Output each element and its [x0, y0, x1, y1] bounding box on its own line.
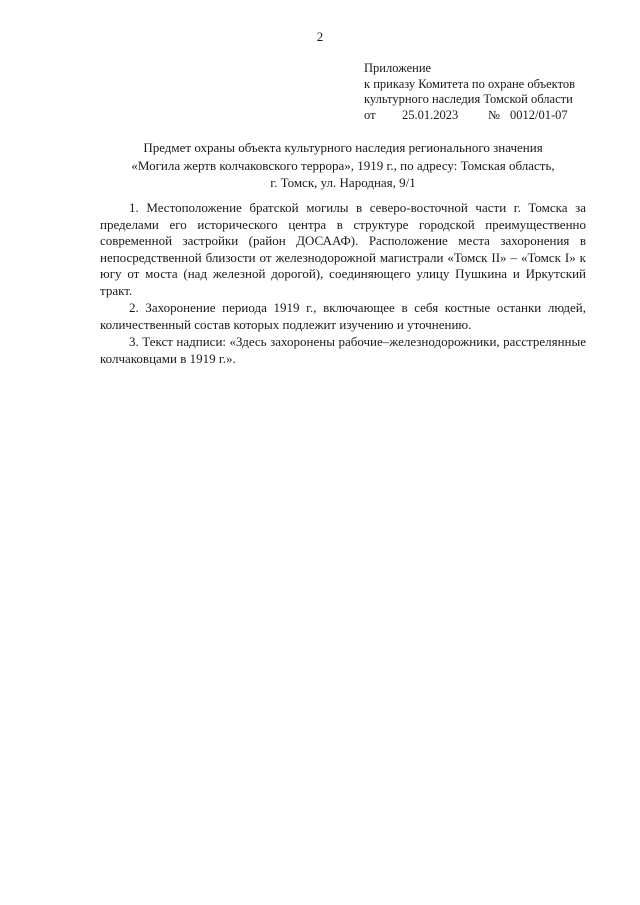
heading-line-2: «Могила жертв колчаковского террора», 1919 г., по адресу: Томская область, — [131, 157, 555, 173]
document-heading — [100, 139, 586, 192]
heading-line-3: г. Томск, ул. Народная, 9/1 — [270, 175, 416, 190]
appendix-committee-line: культурного наследия Томской области — [364, 92, 573, 106]
appendix-order-line: к приказу Комитета по охране объектов — [364, 76, 576, 91]
heading-line-1: Предмет охраны объекта культурного наследия регионального значения — [143, 140, 543, 155]
paragraph-location: 1. Местоположение братской могилы в северо-восточной части г. Томска за пределами его исторического центра в структуре городской преимущественно современной застройки (район ДОСААФ). Расположение места захоронения в непосредственной близости от железнодорожной магистрали «Томск II» – «Томск I» к югу от моста (над железной дорогой), соединяющего улицу Пушкина и Иркутский тракт. — [100, 200, 586, 298]
order-number-sign: № — [488, 107, 500, 122]
appendix-block — [364, 61, 614, 123]
order-from-label: от — [364, 107, 376, 122]
order-date-number — [364, 108, 614, 124]
appendix-title: Приложение — [364, 61, 432, 75]
page-number: 2 — [316, 29, 324, 44]
order-date: 25.01.2023 — [402, 107, 459, 122]
paragraph-inscription: 3. Текст надписи: «Здесь захоронены рабочие–железнодорожники, расстрелянные колчаковцами в 1919 г.». — [100, 334, 586, 366]
document-body — [100, 200, 586, 368]
paragraph-burial: 2. Захоронение периода 1919 г., включающее в себя костные останки людей, количественный состав которых подлежит изучению и уточнению. — [100, 300, 586, 332]
order-number: 0012/01-07 — [510, 107, 568, 122]
